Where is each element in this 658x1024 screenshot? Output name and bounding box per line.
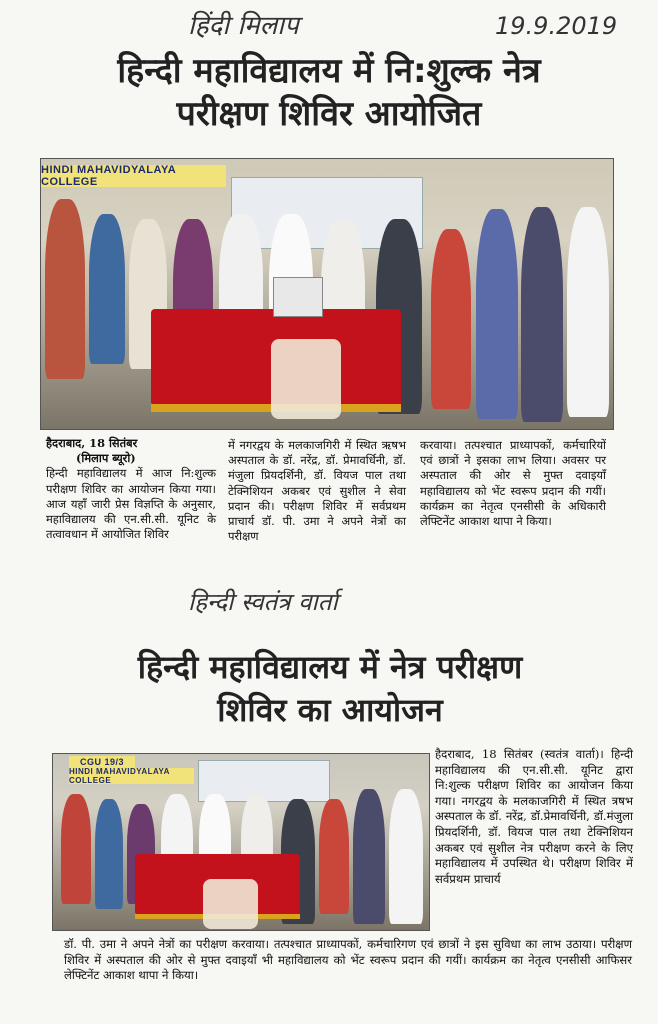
person — [521, 207, 563, 422]
handwritten-source-label: हिन्दी स्वतंत्र वार्ता — [188, 588, 338, 616]
article-col-1 — [46, 436, 216, 542]
news-photo — [40, 158, 614, 430]
article-col-3 — [420, 438, 606, 529]
handwritten-source-label: हिंदी मिलाप — [188, 11, 299, 41]
person — [431, 229, 471, 409]
person — [95, 799, 123, 909]
person — [389, 789, 423, 924]
person — [567, 207, 609, 417]
person — [61, 794, 91, 904]
headline — [50, 649, 610, 729]
person — [89, 214, 125, 364]
col-1-text: हिन्दी महाविद्यालय में आज नि:शुल्क परीक्षण शिविर का आयोजन किया गया। आज यहाँ जारी प्रेस विज्ञप्ति के अनुसार, महाविद्यालय की एन.सी.सी. यूनिट के तत्वावधान में आयोजित शिविर — [46, 466, 216, 542]
headline-line-2: शिविर का आयोजन — [217, 690, 443, 729]
article-side-col — [435, 747, 633, 887]
person — [319, 799, 349, 914]
handwritten-date: 19.9.2019 — [495, 12, 618, 40]
article-col-2 — [228, 438, 406, 544]
news-photo — [52, 753, 430, 931]
photo-banner: HINDI MAHAVIDYALAYA COLLEGE — [41, 165, 226, 187]
headline-line-2: परीक्षण शिविर आयोजित — [176, 94, 482, 135]
clipping-swatantra-vaarta — [0, 585, 658, 1024]
photo-banner: HINDI MAHAVIDYALAYA COLLEGE — [69, 768, 194, 784]
article-bottom-text — [64, 937, 632, 984]
headline-line-1: हिन्दी महाविद्यालय में नेत्र परीक्षण — [137, 648, 523, 686]
bottom-text: डॉ. पी. उमा ने अपने नेत्रों का परीक्षण करवाया। तत्पश्चात प्राध्यापकों, कर्मचारिगण एवं छात्रों ने इस सुविधा का लाभ उठाया। परीक्षण शिविर में अस्पताल की ओर से मुफ्त दवाइयाँ भी महाविद्यालय को भेंट स्वरूप प्रदान की गयीं। कार्यक्रम का नेतृत्व एनसीसी आफिसर लेफ्टिनेंट आकाश थापा ने किया। — [64, 937, 632, 982]
plastic-chair — [271, 339, 341, 419]
headline-line-1: हिन्दी महाविद्यालय में नि:शुल्क नेत्र — [117, 51, 541, 91]
eye-test-machine — [273, 277, 323, 317]
person — [353, 789, 385, 924]
plastic-chair — [203, 879, 258, 929]
photo-banner-small: CGU 19/3 — [69, 756, 135, 768]
side-col-text: हैदराबाद, 18 सितंबर (स्वतंत्र वार्ता)। हिन्दी महाविद्यालय की एन.सी.सी. यूनिट द्वारा नि:शुल्क परीक्षण शिविर का आयोजन किया गया। नगरद्वय के मलकाजगिरी में स्थित त्रषभ अस्पताल के डॉ. नरेंद्र, डॉ.प्रेमावर्धिनी, डॉ.मंजुला प्रियदर्शिनी, डॉ. वियज पाल तथा टेक्निशियन अकबर एवं सुशील नेत्र परीक्षण करने के लिए महाविद्यालय में उपस्थित थे। परीक्षण शिविर में सर्वप्रथम प्राचार्य — [435, 747, 633, 886]
person — [476, 209, 518, 419]
col-2-text: में नगरद्वय के मलकाजगिरी में स्थित ऋषभ अस्पताल के डॉ. नरेंद्र, डॉ. प्रेमावर्धिनी, डॉ. मंजुला प्रियदर्शिनी, डॉ. वियज पाल तथा टेक्निशियन अकबर एवं सुशील ने सेवा प्रदान की। परीक्षण शिविर में सर्वप्रथम प्राचार्य डॉ. पी. उमा ने अपने नेत्रों का परीक्षण — [228, 438, 406, 544]
dateline: हैदराबाद, 18 सितंबर — [46, 436, 138, 450]
headline — [0, 52, 658, 134]
bureau-credit: (मिलाप ब्यूरो) — [76, 451, 136, 466]
col-3-text: करवाया। तत्पश्चात प्राध्यापकों, कर्मचारियों एवं छात्रों ने इसका लाभ लिया। अवसर पर अस्पताल की ओर से मुफ्त दवाइयाँ महाविद्यालय को भेंट स्वरूप प्रदान की गयीं। कार्यक्रम का नेतृत्व एनसीसी के अधिकारी लेफ्टिनेंट आकाश थापा ने किया। — [420, 438, 606, 529]
person — [45, 199, 85, 379]
